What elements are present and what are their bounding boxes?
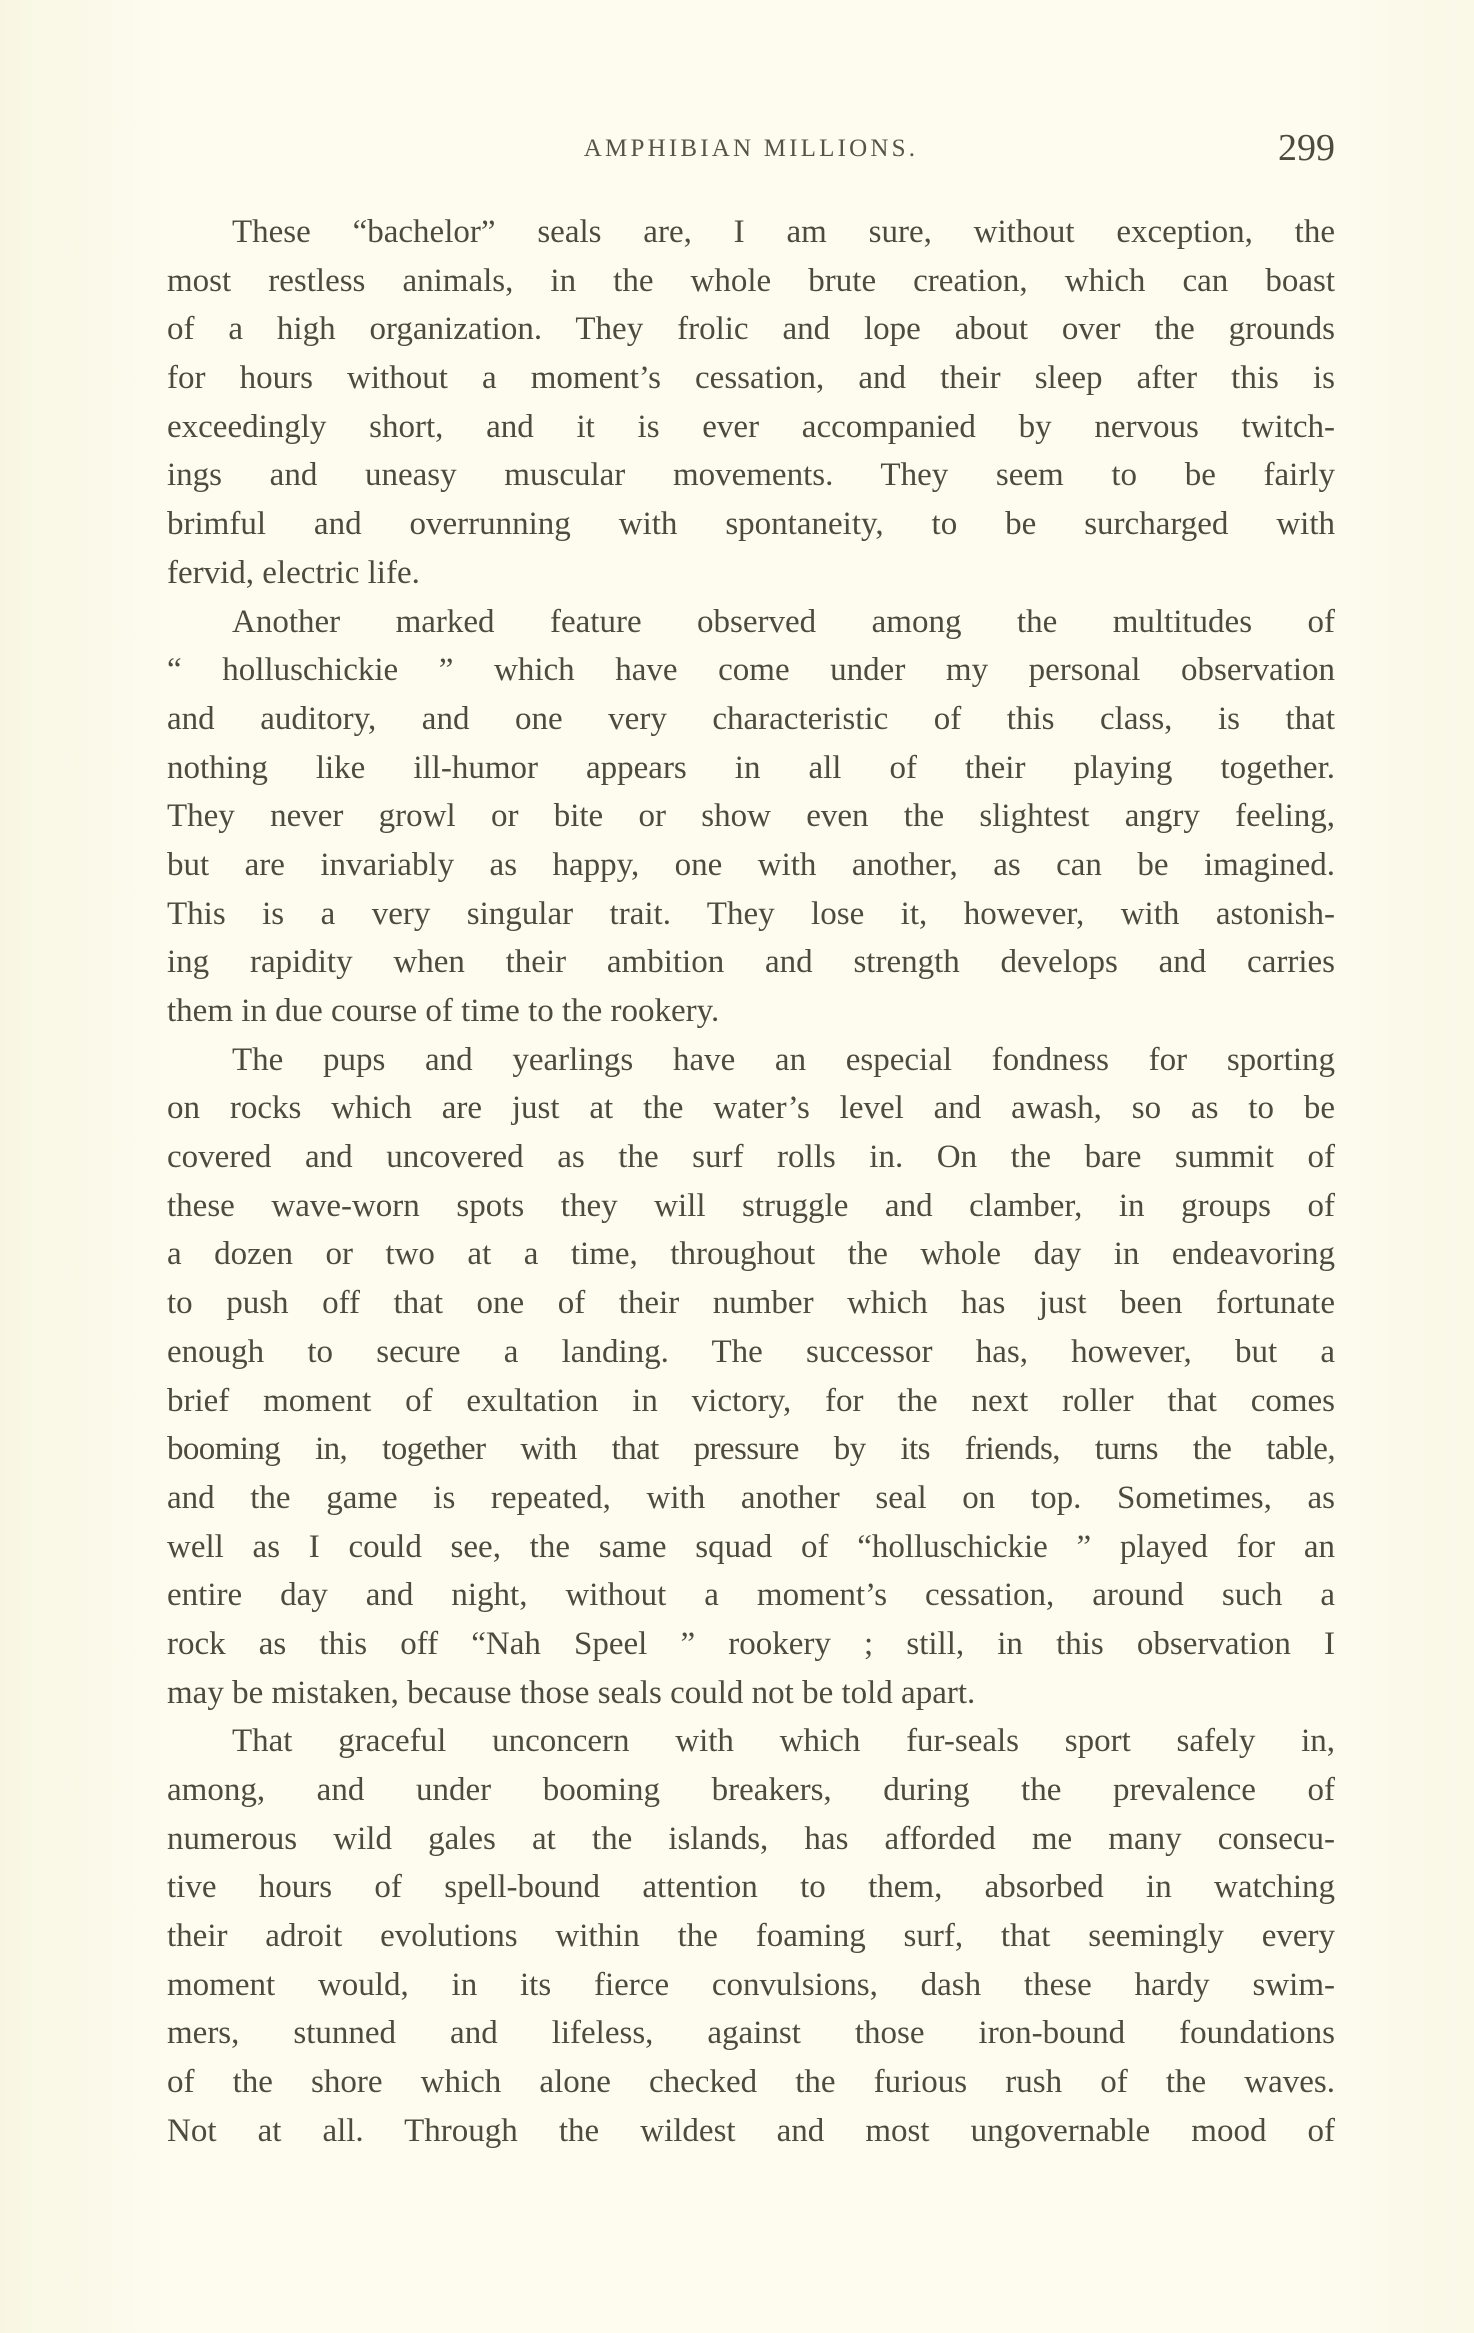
text-line: Another marked feature observed among the multitudes of [232, 603, 1335, 640]
running-title: AMPHIBIAN MILLIONS. [583, 135, 919, 162]
text-line: enough to secure a landing. The successor has, however, but a [167, 1333, 1335, 1370]
text-line: their adroit evolutions within the foaming surf, that seemingly every [167, 1918, 1335, 1955]
text-line: and auditory, and one very characteristic of this class, is that [167, 700, 1335, 737]
text-line: Not at all. Through the wildest and most ungovernable mood of [167, 2112, 1335, 2149]
text-line: covered and uncovered as the surf rolls in. On the bare summit of [167, 1139, 1335, 1176]
paragraph-4 [167, 1717, 1335, 2155]
text-line: but are invariably as happy, one with another, as can be imagined. [167, 846, 1335, 883]
text-line: brimful and overrunning with spontaneity, to be surcharged with [167, 506, 1335, 543]
text-line: may be mistaken, because those seals could not be told apart. [167, 1674, 976, 1711]
text-line: exceedingly short, and it is ever accompanied by nervous twitch- [167, 408, 1335, 445]
running-head [167, 128, 1335, 172]
text-line: nothing like ill-humor appears in all of their playing together. [167, 749, 1335, 786]
text-line: brief moment of exultation in victory, for the next roller that comes [167, 1382, 1335, 1419]
text-line: tive hours of spell-bound attention to them, absorbed in watching [167, 1869, 1335, 1906]
text-line: fervid, electric life. [167, 554, 420, 591]
text-line: for hours without a moment’s cessation, and their sleep after this is [167, 360, 1335, 397]
text-line: moment would, in its fierce convulsions, dash these hardy swim- [167, 1966, 1335, 2003]
text-line: to push off that one of their number which has just been fortunate [167, 1285, 1335, 1322]
text-line: on rocks which are just at the water’s level and awash, so as to be [167, 1090, 1335, 1127]
text-line: these wave-worn spots they will struggle and clamber, in groups of [167, 1187, 1335, 1224]
text-line: That graceful unconcern with which fur-seals sport safely in, [232, 1723, 1335, 1760]
text-line: ing rapidity when their ambition and strength develops and carries [167, 944, 1335, 981]
text-line: most restless animals, in the whole brute creation, which can boast [167, 262, 1335, 299]
text-line: among, and under booming breakers, during the prevalence of [167, 1772, 1335, 1808]
text-line: The pups and yearlings have an especial fondness for sporting [232, 1041, 1335, 1078]
text-line: ings and uneasy muscular movements. They seem to be fairly [167, 457, 1335, 494]
paragraph-1 [167, 208, 1335, 598]
text-line: a dozen or two at a time, throughout the whole day in endeavoring [167, 1236, 1335, 1273]
text-line: entire day and night, without a moment’s cessation, around such a [167, 1577, 1335, 1614]
text-line: They never growl or bite or show even the slightest angry feeling, [167, 798, 1335, 835]
text-line: well as I could see, the same squad of “holluschickie ” played for an [167, 1528, 1335, 1565]
text-line: numerous wild gales at the islands, has afforded me many consecu- [167, 1820, 1335, 1857]
paragraph-3 [167, 1036, 1335, 1718]
text-line: booming in, together with that pressure by its friends, turns the table, [167, 1431, 1335, 1468]
body-text [167, 208, 1335, 2156]
text-line: This is a very singular trait. They lose it, however, with astonish- [167, 895, 1335, 932]
paragraph-2 [167, 598, 1335, 1036]
text-line: rock as this off “Nah Speel ” rookery ; still, in this observation I [167, 1625, 1335, 1662]
text-line: These “bachelor” seals are, I am sure, without exception, the [232, 214, 1335, 250]
text-line: of a high organization. They frolic and lope about over the grounds [167, 311, 1335, 348]
text-line: “ holluschickie ” which have come under my personal observation [167, 652, 1335, 689]
text-line: and the game is repeated, with another seal on top. Sometimes, as [167, 1479, 1335, 1516]
text-line: them in due course of time to the rookery. [167, 993, 720, 1029]
text-line: mers, stunned and lifeless, against those iron-bound foundations [167, 2015, 1335, 2052]
page-number: 299 [1278, 127, 1335, 169]
text-line: of the shore which alone checked the furious rush of the waves. [167, 2064, 1335, 2101]
